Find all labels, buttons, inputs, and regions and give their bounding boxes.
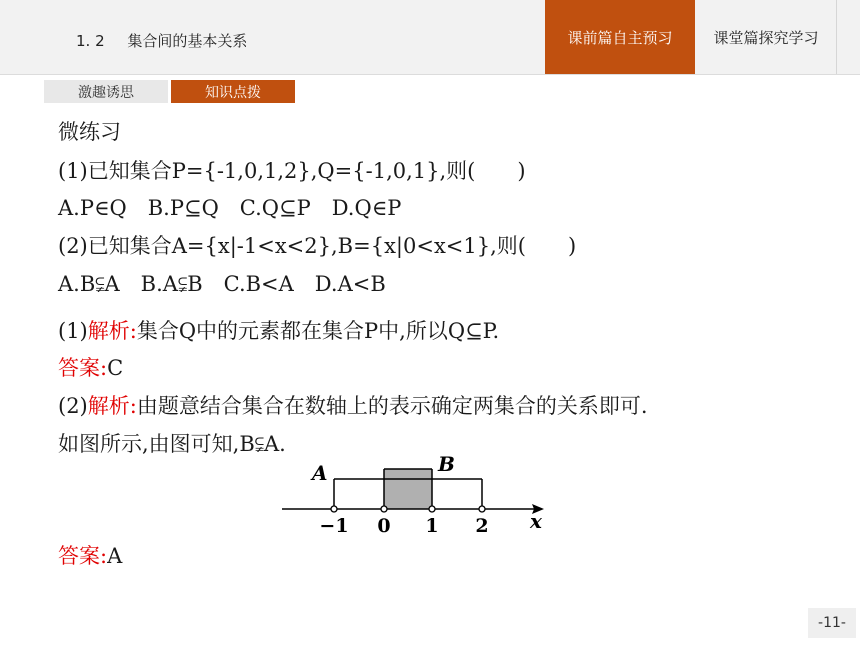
- point-1: [429, 506, 435, 512]
- solution-1: [58, 315, 499, 345]
- answer-1: [58, 352, 123, 382]
- solution-2-text2: 如图所示,由图可知,B⫋A.: [58, 432, 286, 456]
- solution-1-prefix: (1): [58, 319, 88, 343]
- tick-neg1: −1: [319, 515, 349, 537]
- subtab-knowledge[interactable]: 知识点拨: [171, 80, 295, 103]
- answer-2: [58, 540, 122, 570]
- solution-1-label: 解析:: [87, 319, 137, 343]
- solution-2-text: 由题意结合集合在数轴上的表示确定两集合的关系即可.: [136, 394, 648, 418]
- question-2: (2)已知集合A={x|-1<x<2},B={x|0<x<1},则( ): [58, 234, 577, 258]
- solution-2-label: 解析:: [87, 394, 137, 418]
- lesson-name: 集合间的基本关系: [127, 32, 248, 50]
- point-0: [381, 506, 387, 512]
- section-heading: 微练习: [58, 120, 121, 144]
- solution-2-prefix: (2): [58, 394, 88, 418]
- question-1-options: A.P∈Q B.P⊆Q C.Q⊆P D.Q∈P: [58, 196, 402, 220]
- tick-2: 2: [475, 515, 489, 537]
- point-2: [479, 506, 485, 512]
- lesson-title: [76, 30, 247, 51]
- number-line-figure: [278, 450, 548, 540]
- answer-1-label: 答案:: [58, 356, 108, 380]
- solution-1-text: 集合Q中的元素都在集合P中,所以Q⊆P.: [136, 319, 500, 343]
- tab-preview[interactable]: 课前篇自主预习: [545, 0, 695, 74]
- tab-explore[interactable]: 课堂篇探究学习: [696, 0, 837, 74]
- answer-2-label: 答案:: [58, 544, 108, 568]
- answer-2-value: A: [107, 544, 123, 568]
- top-bar: [0, 0, 860, 75]
- subtab-motivation[interactable]: 激趣诱思: [44, 80, 168, 103]
- tick-0: 0: [377, 515, 391, 537]
- shaded-interval-B: [384, 469, 432, 509]
- label-B: B: [438, 452, 455, 476]
- question-2-options: A.B⫋A B.A⫋B C.B<A D.A<B: [58, 272, 386, 296]
- label-A: A: [312, 461, 328, 485]
- answer-1-value: C: [107, 356, 124, 380]
- tick-1: 1: [425, 515, 439, 537]
- point-neg1: [331, 506, 337, 512]
- question-1: (1)已知集合P={-1,0,1,2},Q={-1,0,1},则( ): [58, 159, 526, 183]
- lesson-number: 1. 2: [76, 32, 105, 50]
- solution-2: [58, 390, 648, 420]
- axis-label-x: x: [530, 509, 542, 533]
- page-number: -11-: [808, 608, 856, 638]
